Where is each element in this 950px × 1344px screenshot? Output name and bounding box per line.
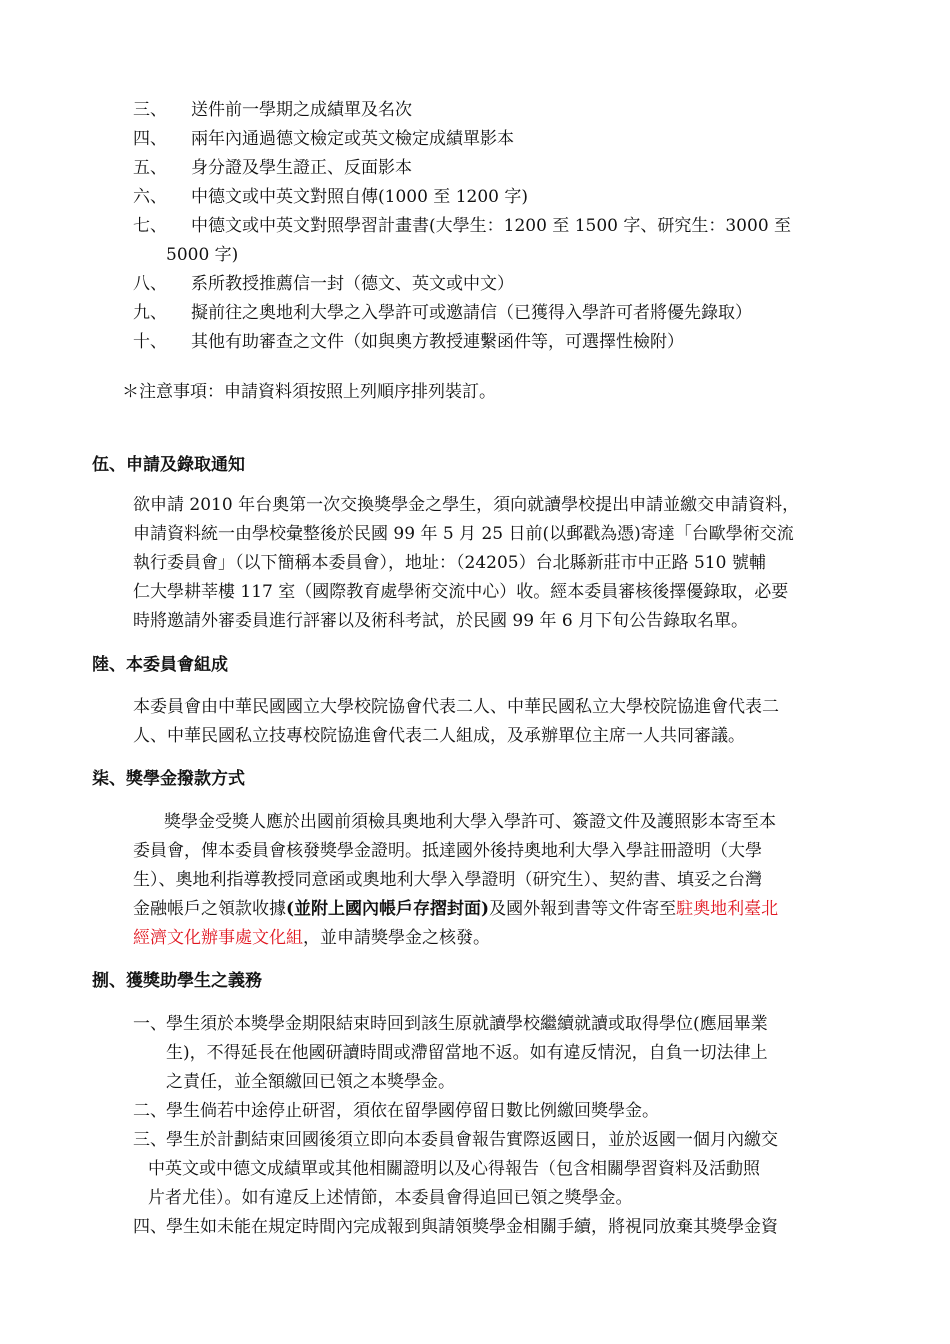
highlighted-text: 經濟文化辦事處文化組 (133, 928, 303, 948)
paragraph-line: 委員會，俾本委員會核發獎學金證明。抵達國外後持奧地利大學入學註冊證明（大學 (133, 841, 762, 861)
paragraph-line: 時將邀請外審委員進行評審以及術科考試，於民國 99 年 6 月下旬公告錄取名單。 (133, 611, 749, 631)
item-text: 其他有助審查之文件（如與奧方教授連繫函件等，可選擇性檢附） (191, 332, 684, 352)
note-text: ＊注意事項：申請資料須按照上列順序排列裝訂。 (122, 382, 496, 402)
paragraph-line: 欲申請 2010 年台奧第一次交換獎學金之學生，須向就讀學校提出申請並繳交申請資料， (133, 495, 800, 515)
item-number: 四、 (133, 1217, 167, 1237)
section-heading: 伍、申請及錄取通知 (92, 455, 245, 475)
paragraph-line: 執行委員會」（以下簡稱本委員會），地址：（24205）台北縣新莊市中正路 510 號輔 (133, 553, 766, 573)
paragraph-line: 仁大學耕莘樓 117 室（國際教育處學術交流中心）收。經本委員審核後擇優錄取，必要 (133, 582, 789, 602)
item-text: 學生須於本獎學金期限結束時回到該生原就讀學校繼續就讀或取得學位(應屆畢業 (166, 1014, 768, 1034)
item-text: 之責任，並全額繳回已領之本獎學金。 (166, 1072, 455, 1092)
paragraph-line: 生）、奧地利指導教授同意函或奧地利大學入學證明（研究生）、契約書、填妥之台灣 (133, 870, 762, 890)
item-number: 四、 (133, 129, 167, 149)
paragraph-line: 人、中華民國私立技專校院協進會代表二人組成，及承辦單位主席一人共同審議。 (133, 726, 745, 746)
item-number: 三、 (133, 1130, 167, 1150)
paragraph-line (133, 927, 490, 949)
item-text: 兩年內通過德文檢定或英文檢定成績單影本 (191, 129, 514, 149)
item-text: 送件前一學期之成績單及名次 (191, 100, 412, 120)
highlighted-text: 駐奧地利臺北 (676, 899, 779, 919)
item-number: 五、 (133, 158, 167, 178)
section-heading: 陸、本委員會組成 (92, 655, 228, 675)
paragraph-line: 申請資料統一由學校彙整後於民國 99 年 5 月 25 日前(以郵戳為憑)寄達「台歐學術交流 (133, 524, 794, 544)
item-text: 生)，不得延長在他國研讀時間或滯留當地不返。如有違反情況，自負一切法律上 (166, 1043, 768, 1063)
item-text-continuation: 5000 字) (166, 245, 239, 265)
item-text: 中德文或中英文對照自傳(1000 至 1200 字) (191, 187, 529, 207)
item-text: 中英文或中德文成績單或其他相關證明以及心得報告（包含相關學習資料及活動照 (148, 1159, 760, 1179)
paragraph-line (133, 898, 778, 920)
item-number: 一、 (133, 1014, 167, 1034)
bold-text: (並附上國內帳戶存摺封面) (286, 899, 490, 919)
section-heading: 柒、獎學金撥款方式 (92, 769, 245, 789)
item-number: 八、 (133, 274, 167, 294)
item-text: 學生於計劃結束回國後須立即向本委員會報告實際返國日，並於返國一個月內繳交 (166, 1130, 778, 1150)
item-text: 學生倘若中途停止研習，須依在留學國停留日數比例繳回獎學金。 (166, 1101, 659, 1121)
item-text: 片者尤佳）。如有違反上述情節，本委員會得追回已領之獎學金。 (148, 1188, 633, 1208)
item-text: 系所教授推薦信一封（德文、英文或中文） (191, 274, 514, 294)
section-heading: 捌、獲獎助學生之義務 (92, 971, 262, 991)
item-text: 身分證及學生證正、反面影本 (191, 158, 412, 178)
paragraph-line: 本委員會由中華民國國立大學校院協會代表二人、中華民國私立大學校院協進會代表二 (133, 697, 779, 717)
item-number: 九、 (133, 303, 167, 323)
paragraph-line: 獎學金受獎人應於出國前須檢具奧地利大學入學許可、簽證文件及護照影本寄至本 (164, 812, 776, 832)
item-number: 七、 (133, 216, 167, 236)
item-text: 擬前往之奧地利大學之入學許可或邀請信（已獲得入學許可者將優先錄取） (191, 303, 752, 323)
item-text: 中德文或中英文對照學習計畫書(大學生：1200 至 1500 字、研究生：3000 至 (191, 216, 792, 236)
line-text: ，並申請獎學金之核發。 (303, 928, 490, 948)
item-number: 六、 (133, 187, 167, 207)
line-text: 及國外報到書等文件寄至 (489, 899, 677, 919)
item-number: 二、 (133, 1101, 167, 1121)
item-number: 十、 (133, 332, 167, 352)
item-text: 學生如未能在規定時間內完成報到與請領獎學金相關手續，將視同放棄其獎學金資 (166, 1217, 778, 1237)
line-text: 金融帳戶之領款收據 (133, 899, 286, 919)
item-number: 三、 (133, 100, 167, 120)
